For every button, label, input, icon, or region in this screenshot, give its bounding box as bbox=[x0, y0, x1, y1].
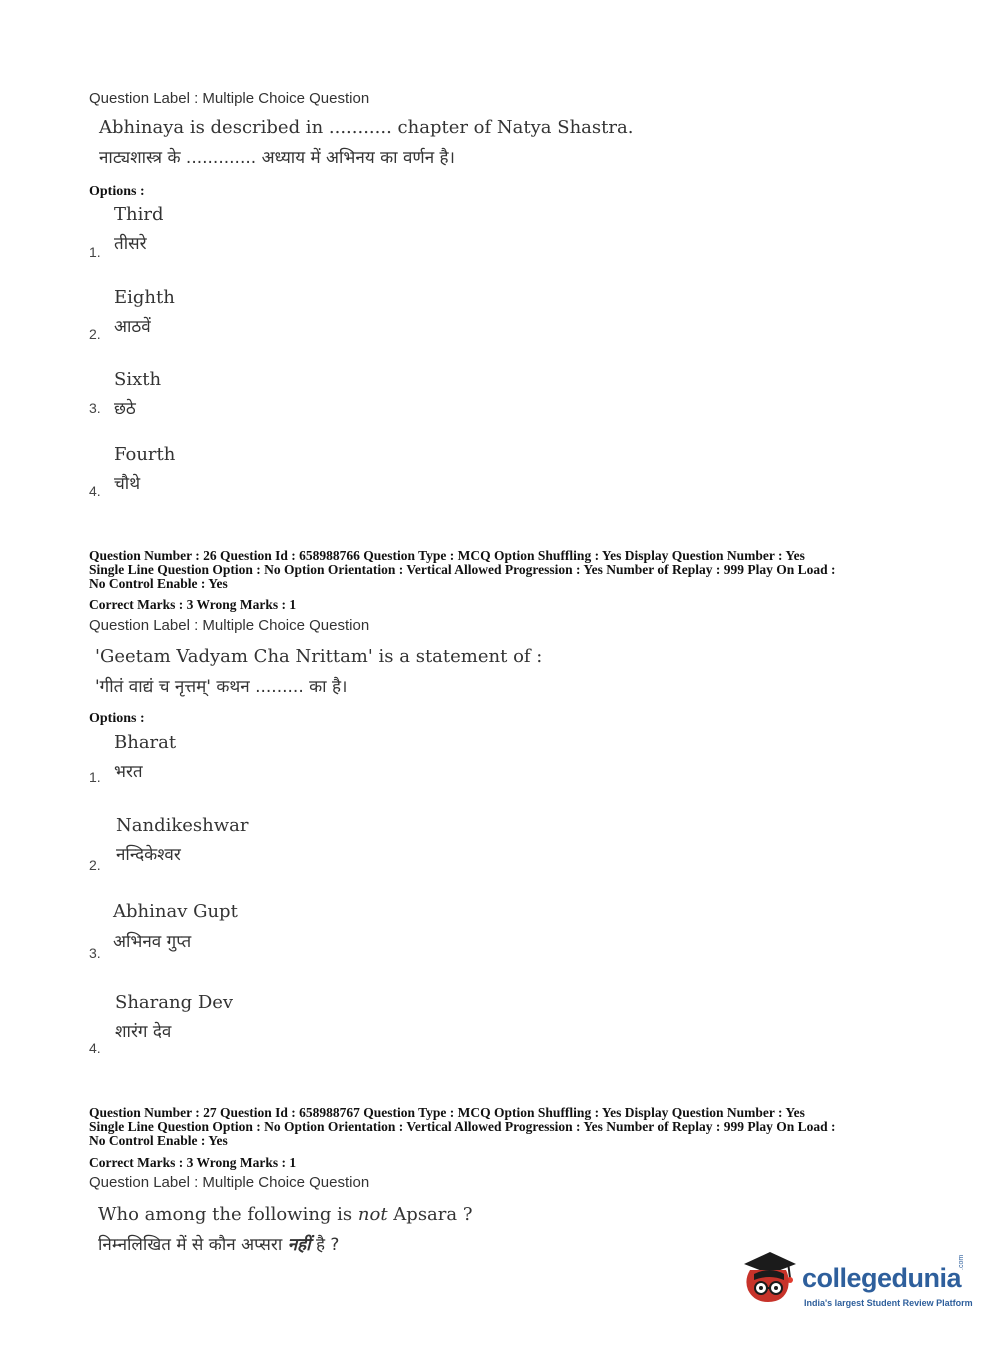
question-text-en: Abhinaya is described in ........... chapter of Natya Shastra. bbox=[99, 117, 634, 138]
collegedunia-mascot-icon bbox=[740, 1250, 800, 1310]
question-label: Question Label : Multiple Choice Question bbox=[89, 1174, 370, 1191]
option-3-en: Abhinav Gupt bbox=[113, 901, 238, 922]
option-4-en: Sharang Dev bbox=[115, 992, 234, 1013]
question-meta-line-3: No Control Enable : Yes bbox=[89, 576, 228, 591]
question-text-hi: 'गीतं वाद्यं च नृत्तम्' कथन ......... का है। bbox=[95, 677, 348, 697]
option-2-hi: नन्दिकेश्वर bbox=[116, 845, 181, 865]
option-1-hi: तीसरे bbox=[114, 234, 147, 254]
option-4-number: 4. bbox=[89, 1040, 101, 1056]
option-4-hi: चौथे bbox=[114, 474, 141, 494]
option-4-en: Fourth bbox=[114, 444, 176, 465]
options-heading: Options : bbox=[89, 184, 145, 199]
collegedunia-wordmark: collegedunia bbox=[802, 1263, 962, 1293]
question-marks: Correct Marks : 3 Wrong Marks : 1 bbox=[89, 597, 297, 612]
option-2-number: 2. bbox=[89, 857, 101, 873]
question-meta-line-3: No Control Enable : Yes bbox=[89, 1133, 228, 1148]
options-heading: Options : bbox=[89, 711, 145, 726]
question-label: Question Label : Multiple Choice Question bbox=[89, 617, 370, 634]
question-meta-line-2: Single Line Question Option : No Option Orientation : Vertical Allowed Progression : Yes Number of Replay : 999 Play On Load : bbox=[89, 562, 836, 577]
question-text-hi: नाट्यशास्त्र के ............. अध्याय में अभिनय का वर्णन है। bbox=[99, 148, 456, 168]
question-text-hi: निम्नलिखित में से कौन अप्सरा नहीं है ? bbox=[98, 1235, 340, 1255]
option-4-hi: शारंग देव bbox=[115, 1022, 172, 1042]
option-1-number: 1. bbox=[89, 244, 101, 260]
option-4-number: 4. bbox=[89, 483, 101, 499]
option-3-number: 3. bbox=[89, 945, 101, 961]
option-3-hi: अभिनव गुप्त bbox=[113, 932, 192, 952]
option-2-en: Eighth bbox=[114, 287, 175, 308]
option-3-hi: छठे bbox=[114, 399, 136, 419]
question-text-en: 'Geetam Vadyam Cha Nrittam' is a statement of : bbox=[95, 646, 543, 667]
collegedunia-com: .com bbox=[958, 1254, 965, 1270]
question-meta-line-1: Question Number : 26 Question Id : 658988766 Question Type : MCQ Option Shuffling : Yes Display Question Number : Yes bbox=[89, 548, 805, 563]
option-2-hi: आठवें bbox=[114, 317, 151, 337]
option-2-number: 2. bbox=[89, 326, 101, 342]
option-1-en: Bharat bbox=[114, 732, 177, 753]
collegedunia-tagline: India's largest Student Review Platform bbox=[804, 1298, 973, 1308]
option-3-en: Sixth bbox=[114, 369, 162, 390]
emphasis-not: not bbox=[357, 1204, 388, 1225]
option-3-number: 3. bbox=[89, 400, 101, 416]
question-text-en: Who among the following is not Apsara ? bbox=[98, 1204, 473, 1225]
question-meta-line-1: Question Number : 27 Question Id : 658988767 Question Type : MCQ Option Shuffling : Yes Display Question Number : Yes bbox=[89, 1105, 805, 1120]
emphasis-nahin: नहीं bbox=[287, 1235, 311, 1255]
option-2-en: Nandikeshwar bbox=[116, 815, 249, 836]
option-1-hi: भरत bbox=[114, 762, 143, 782]
option-1-number: 1. bbox=[89, 769, 101, 785]
option-1-en: Third bbox=[114, 204, 164, 225]
question-marks: Correct Marks : 3 Wrong Marks : 1 bbox=[89, 1155, 297, 1170]
question-meta-line-2: Single Line Question Option : No Option Orientation : Vertical Allowed Progression : Yes Number of Replay : 999 Play On Load : bbox=[89, 1119, 836, 1134]
question-label: Question Label : Multiple Choice Question bbox=[89, 90, 370, 107]
